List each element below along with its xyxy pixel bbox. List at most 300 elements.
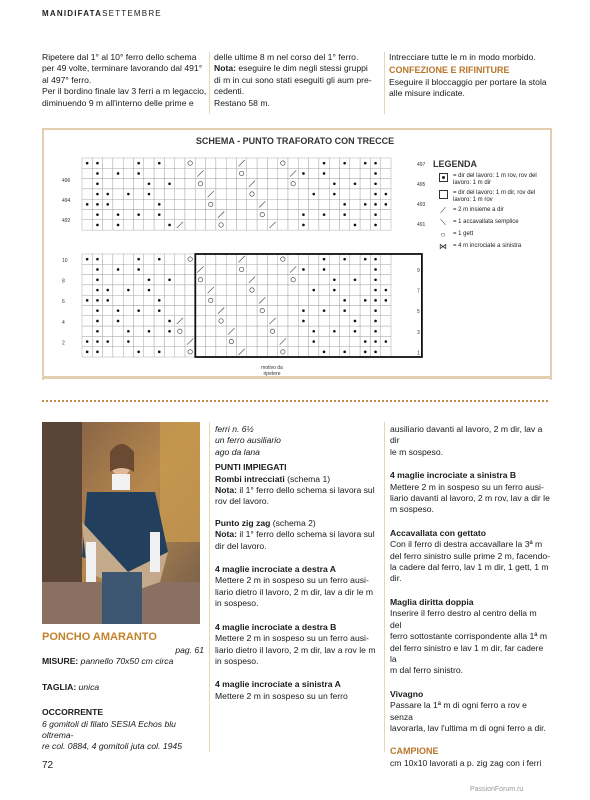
legend-text: = 1 gett bbox=[453, 230, 474, 237]
chart-cell bbox=[195, 275, 205, 285]
s3-heading: 4 maglie incrociate a sinistra A bbox=[215, 679, 341, 690]
purl-dot bbox=[374, 172, 377, 175]
chart-cell bbox=[206, 179, 216, 189]
chart-cell bbox=[309, 210, 319, 220]
chart-cell bbox=[360, 316, 370, 326]
row-label: 8 bbox=[62, 278, 65, 285]
chart-cell bbox=[267, 336, 277, 346]
purl-dot bbox=[96, 320, 99, 323]
chart-cell bbox=[381, 158, 391, 168]
chart-cell bbox=[288, 254, 298, 264]
purl-dot bbox=[343, 351, 346, 354]
purl-dot bbox=[312, 330, 315, 333]
text-line: Mettere 2 m in sospeso su un ferro ausi- bbox=[215, 575, 369, 586]
chart-cell bbox=[278, 254, 288, 264]
nota-label: Nota: bbox=[215, 485, 237, 496]
text-line: il 1° ferro dello schema si lavora sul bbox=[236, 485, 375, 496]
chart-cell bbox=[185, 220, 195, 230]
chart-cell bbox=[144, 210, 154, 220]
chart-cell bbox=[247, 347, 257, 357]
purl-dot bbox=[374, 309, 377, 312]
s7-heading: Vivagno bbox=[390, 688, 424, 699]
chart-cell bbox=[350, 254, 360, 264]
chart-cell bbox=[257, 326, 267, 336]
chart-cell bbox=[154, 168, 164, 178]
purl-dot bbox=[323, 351, 326, 354]
purl-dot bbox=[354, 330, 357, 333]
s6-heading: Maglia diritta doppia bbox=[390, 596, 474, 607]
chart-cell bbox=[350, 336, 360, 346]
purl-dot bbox=[158, 351, 161, 354]
chart-cell bbox=[123, 264, 133, 274]
chart-cell bbox=[329, 316, 339, 326]
chart-cell bbox=[267, 326, 277, 336]
chart-cell bbox=[134, 326, 144, 336]
purl-dot bbox=[374, 289, 377, 292]
chart-cell bbox=[113, 347, 123, 357]
legend-row bbox=[433, 231, 548, 241]
text-line: Per il bordino finale lav 3 ferri a m legaccio, bbox=[42, 86, 207, 97]
purl-dot bbox=[127, 340, 130, 343]
chart-cell bbox=[82, 168, 92, 178]
chart-cell bbox=[381, 220, 391, 230]
divider bbox=[209, 52, 210, 114]
chart-cell bbox=[185, 264, 195, 274]
chart-cell bbox=[350, 210, 360, 220]
chart-cell bbox=[226, 220, 236, 230]
chart-cell bbox=[123, 306, 133, 316]
purl-dot bbox=[96, 213, 99, 216]
legend-text: = dir del lavoro: 1 m dir, rov del lavoro: 1 m rov bbox=[453, 189, 536, 203]
chart-cell bbox=[350, 347, 360, 357]
row-label: 492 bbox=[62, 218, 71, 224]
chart-cell bbox=[113, 275, 123, 285]
chart-cell bbox=[144, 295, 154, 305]
chart-cell bbox=[175, 326, 185, 336]
chart-cell bbox=[257, 264, 267, 274]
chart-cell bbox=[237, 336, 247, 346]
chart-cell bbox=[381, 316, 391, 326]
chart-cell bbox=[278, 347, 288, 357]
chart-cell bbox=[144, 347, 154, 357]
zigzag-label: Punto zig zag bbox=[215, 517, 271, 528]
chart-cell bbox=[350, 295, 360, 305]
chart-cell bbox=[175, 254, 185, 264]
purl-dot bbox=[106, 193, 109, 196]
chart-cell bbox=[123, 179, 133, 189]
lower-col-2 bbox=[215, 424, 381, 702]
chart-cell bbox=[134, 285, 144, 295]
chart-cell bbox=[309, 347, 319, 357]
purl-dot bbox=[374, 193, 377, 196]
row-label: 497 bbox=[417, 162, 426, 168]
purl-dot bbox=[302, 309, 305, 312]
chart-cell bbox=[113, 179, 123, 189]
taglia-value: unica bbox=[76, 681, 100, 692]
s4-heading: 4 maglie incrociate a sinistra B bbox=[390, 470, 517, 481]
chart-cell bbox=[206, 275, 216, 285]
purl-dot bbox=[168, 320, 171, 323]
chart-cell bbox=[216, 179, 226, 189]
chart-cell bbox=[257, 316, 267, 326]
text-line: m dal ferro sinistro. bbox=[390, 665, 464, 676]
text-line: un ferro ausiliario bbox=[215, 435, 281, 446]
purl-dot bbox=[96, 203, 99, 206]
chart-cell bbox=[381, 210, 391, 220]
chart-cell bbox=[288, 275, 298, 285]
pattern-title: PONCHO AMARANTO bbox=[42, 631, 157, 643]
text-line: il 1° ferro dello schema si lavora sul bbox=[236, 529, 375, 540]
chart-cell bbox=[195, 254, 205, 264]
taglia-label: TAGLIA: bbox=[42, 681, 77, 692]
text-line: alle misure indicate. bbox=[389, 88, 465, 99]
chart-cell bbox=[360, 264, 370, 274]
purl-dot bbox=[127, 289, 130, 292]
chart-cell bbox=[164, 168, 174, 178]
chart-cell bbox=[82, 220, 92, 230]
purl-dot bbox=[117, 224, 120, 227]
row-label: 494 bbox=[62, 198, 71, 204]
chart-cell bbox=[340, 189, 350, 199]
top-col-1 bbox=[42, 52, 207, 109]
chart-cell bbox=[185, 189, 195, 199]
chart-cell bbox=[103, 220, 113, 230]
chart-cell bbox=[206, 326, 216, 336]
chart-cell bbox=[267, 189, 277, 199]
legend-text: = 2 m insieme a dir bbox=[453, 206, 504, 213]
schema-title: SCHEMA - PUNTO TRAFORATO CON TRECCE bbox=[195, 136, 395, 146]
poncho-photo bbox=[42, 422, 200, 624]
chart-cell bbox=[216, 264, 226, 274]
chart-cell bbox=[216, 199, 226, 209]
text-line: Passare la 1ª m di ogni ferro a rov e senza bbox=[390, 700, 527, 722]
chart-cell bbox=[103, 158, 113, 168]
chart-cell bbox=[267, 158, 277, 168]
chart-cell bbox=[103, 210, 113, 220]
text-line: delle ultime 8 m nel corso del 1° ferro. bbox=[214, 52, 359, 62]
text-line: Mettere 2 m in sospeso su un ferro bbox=[215, 690, 348, 701]
chart-cell bbox=[113, 326, 123, 336]
chart-cell bbox=[226, 347, 236, 357]
chart-cell bbox=[257, 158, 267, 168]
chart-cell bbox=[206, 264, 216, 274]
chart-cell bbox=[298, 254, 308, 264]
purl-dot bbox=[96, 224, 99, 227]
purl-dot bbox=[86, 203, 89, 206]
chart-cell bbox=[267, 210, 277, 220]
purl-dot bbox=[374, 224, 377, 227]
chart-cell bbox=[257, 275, 267, 285]
chart-cell bbox=[329, 168, 339, 178]
purl-dot bbox=[354, 182, 357, 185]
purl-dot bbox=[333, 182, 336, 185]
top-col-2 bbox=[214, 52, 382, 109]
purl-dot bbox=[96, 258, 99, 261]
chart-cell bbox=[247, 264, 257, 274]
chart-cell bbox=[123, 158, 133, 168]
purl-dot bbox=[333, 289, 336, 292]
row-label: 5 bbox=[417, 309, 420, 316]
purl-dot bbox=[374, 182, 377, 185]
chart-cell bbox=[123, 210, 133, 220]
chart-cell bbox=[278, 316, 288, 326]
purl-dot bbox=[343, 203, 346, 206]
chart-cell bbox=[123, 220, 133, 230]
chart-cell bbox=[237, 295, 247, 305]
chart-cell bbox=[206, 316, 216, 326]
section-divider bbox=[42, 400, 548, 402]
purl-dot bbox=[137, 351, 140, 354]
chart-cell bbox=[319, 285, 329, 295]
chart-cell bbox=[82, 326, 92, 336]
chart-cell bbox=[154, 285, 164, 295]
chart-cell bbox=[381, 275, 391, 285]
yo-icon: ○ bbox=[440, 229, 446, 239]
chart-cell bbox=[278, 295, 288, 305]
chart-cell bbox=[185, 316, 195, 326]
chart-cell bbox=[185, 254, 195, 264]
chart-cell bbox=[206, 306, 216, 316]
brand-part1: MANIDIFATA bbox=[42, 9, 103, 18]
purl-dot bbox=[364, 203, 367, 206]
purl-dot bbox=[168, 330, 171, 333]
chart-cell bbox=[329, 210, 339, 220]
chart-cell bbox=[247, 220, 257, 230]
chart-cell bbox=[226, 306, 236, 316]
chart-cell bbox=[216, 168, 226, 178]
skp-icon: ⟍ bbox=[440, 217, 446, 227]
chart-cell bbox=[278, 179, 288, 189]
chart-cell bbox=[123, 316, 133, 326]
chart-cell bbox=[185, 179, 195, 189]
purl-dot bbox=[302, 268, 305, 271]
purl-dot bbox=[158, 203, 161, 206]
chart-cell bbox=[103, 347, 113, 357]
chart-cell bbox=[226, 295, 236, 305]
chart-cell bbox=[195, 210, 205, 220]
purl-dot bbox=[137, 162, 140, 165]
chart-cell bbox=[216, 275, 226, 285]
chart-cell bbox=[247, 210, 257, 220]
chart-cell bbox=[164, 210, 174, 220]
purl-dot bbox=[117, 320, 120, 323]
legend-text: = 4 m incrociate a sinistra bbox=[453, 242, 522, 249]
chart-cell bbox=[267, 275, 277, 285]
chart-cell bbox=[350, 306, 360, 316]
chart-cell bbox=[267, 168, 277, 178]
chart-cell bbox=[216, 220, 226, 230]
text-line: Mettere 2 m in sospeso su un ferro ausi- bbox=[390, 481, 544, 492]
chart-cell bbox=[134, 220, 144, 230]
chart-cell bbox=[185, 168, 195, 178]
purl-dot bbox=[323, 172, 326, 175]
chart-cell bbox=[195, 295, 205, 305]
row-label: 3 bbox=[417, 329, 420, 336]
chart-cell bbox=[360, 306, 370, 316]
text-line: del ferro sinistro e lav 1 m dir, far cadere la bbox=[390, 642, 544, 664]
rombi-text: (schema 1) bbox=[284, 473, 331, 484]
chart-cell bbox=[175, 275, 185, 285]
chart-cell bbox=[340, 326, 350, 336]
chart-cell bbox=[134, 199, 144, 209]
purl-dot bbox=[374, 162, 377, 165]
chart-cell bbox=[144, 336, 154, 346]
chart-cell bbox=[185, 295, 195, 305]
purl-dot bbox=[374, 278, 377, 281]
chart-cell bbox=[340, 336, 350, 346]
purl-dot bbox=[96, 330, 99, 333]
chart-cell bbox=[216, 336, 226, 346]
purl-dot bbox=[137, 258, 140, 261]
text-line: cm 10x10 lavorati a p. zig zag con i ferri bbox=[390, 757, 542, 768]
chart-cell bbox=[257, 336, 267, 346]
chart-cell bbox=[226, 316, 236, 326]
chart-cell bbox=[360, 168, 370, 178]
chart-cell bbox=[247, 295, 257, 305]
text-line: liario dietro il lavoro, 2 m dir, lav a rov le m bbox=[215, 644, 376, 655]
chart-cell bbox=[360, 220, 370, 230]
purl-dot bbox=[148, 330, 151, 333]
chart-cell bbox=[288, 306, 298, 316]
chart-cell bbox=[309, 168, 319, 178]
row-label: 7 bbox=[417, 288, 420, 295]
purl-dot bbox=[343, 213, 346, 216]
text-line: per 49 volte, terminare lavorando dal 491° bbox=[42, 63, 203, 74]
chart-cell bbox=[237, 316, 247, 326]
chart-cell bbox=[257, 285, 267, 295]
chart-cell bbox=[82, 285, 92, 295]
chart-cell bbox=[195, 336, 205, 346]
chart-cell bbox=[267, 199, 277, 209]
divider bbox=[209, 422, 210, 752]
chart-cell bbox=[195, 285, 205, 295]
chart-cell bbox=[216, 347, 226, 357]
chart-cell bbox=[82, 264, 92, 274]
text-line: in sospeso. bbox=[215, 655, 259, 666]
purl-dot bbox=[96, 278, 99, 281]
purl-dot bbox=[374, 299, 377, 302]
poncho-info bbox=[42, 645, 204, 753]
purl-dot bbox=[168, 278, 171, 281]
legend-text: = 1 accavallata semplice bbox=[453, 218, 519, 225]
chart-cell bbox=[340, 220, 350, 230]
purl-dot bbox=[96, 268, 99, 271]
lower-col-3 bbox=[390, 424, 550, 769]
row-label: 4 bbox=[62, 319, 65, 326]
chart-cell bbox=[226, 275, 236, 285]
chart-cell bbox=[329, 306, 339, 316]
chart-cell bbox=[164, 295, 174, 305]
chart-cell bbox=[113, 199, 123, 209]
chart-cell bbox=[288, 210, 298, 220]
purl-dot bbox=[374, 258, 377, 261]
chart-cell bbox=[134, 316, 144, 326]
chart-cell bbox=[309, 264, 319, 274]
text-line: liario davanti al lavoro, 2 m rov, lav a dir le bbox=[390, 493, 550, 504]
confezione-heading: CONFEZIONE E RIFINITURE bbox=[389, 65, 510, 76]
chart-cell bbox=[175, 199, 185, 209]
chart-cell bbox=[103, 179, 113, 189]
chart-cell bbox=[82, 210, 92, 220]
chart-cell bbox=[175, 189, 185, 199]
s5-heading: Accavallata con gettato bbox=[390, 527, 486, 538]
purl-dot bbox=[323, 268, 326, 271]
chart-cell bbox=[154, 179, 164, 189]
chart-cell bbox=[175, 306, 185, 316]
k2tog-icon: ⟋ bbox=[440, 205, 446, 215]
chart-cell bbox=[226, 179, 236, 189]
chart-cell bbox=[319, 295, 329, 305]
chart-cell bbox=[350, 199, 360, 209]
purl-dot bbox=[158, 299, 161, 302]
chart-cell bbox=[278, 210, 288, 220]
chart-cell bbox=[144, 316, 154, 326]
chart-cell bbox=[175, 285, 185, 295]
chart-cell bbox=[257, 189, 267, 199]
chart-cell bbox=[113, 285, 123, 295]
chart-cell bbox=[278, 285, 288, 295]
chart-cell bbox=[237, 179, 247, 189]
text-line: ausiliario davanti al lavoro, 2 m dir, lav a dir bbox=[390, 424, 543, 446]
chart-cell bbox=[309, 254, 319, 264]
chart-cell bbox=[319, 199, 329, 209]
chart-cell bbox=[360, 189, 370, 199]
chart-cell bbox=[329, 264, 339, 274]
purl-dot bbox=[96, 351, 99, 354]
purl-dot bbox=[302, 320, 305, 323]
purl-dot bbox=[127, 193, 130, 196]
text-line: Mettere 2 m in sospeso su un ferro ausi- bbox=[215, 633, 369, 644]
chart-cell bbox=[175, 210, 185, 220]
chart-cell bbox=[175, 168, 185, 178]
purl-dot bbox=[374, 351, 377, 354]
text-line: ferri n. 6½ bbox=[215, 424, 254, 434]
purl-dot bbox=[364, 340, 367, 343]
chart-cell bbox=[175, 264, 185, 274]
chart-cell bbox=[288, 295, 298, 305]
chart-cell bbox=[226, 264, 236, 274]
purl-dot bbox=[385, 193, 388, 196]
chart-cell bbox=[288, 326, 298, 336]
chart-cell bbox=[164, 306, 174, 316]
purl-dot bbox=[148, 182, 151, 185]
purl-dot bbox=[148, 289, 151, 292]
chart-cell bbox=[237, 189, 247, 199]
chart-cell bbox=[113, 295, 123, 305]
misure-value: pannello 70x50 cm circa bbox=[78, 656, 174, 667]
chart-cell bbox=[381, 179, 391, 189]
purl-dot bbox=[364, 299, 367, 302]
text-line: Con il ferro di destra accavallare la 3ª m bbox=[390, 539, 543, 550]
chart-cell bbox=[288, 189, 298, 199]
chart-cell bbox=[298, 295, 308, 305]
chart-cell bbox=[309, 179, 319, 189]
chart-cell bbox=[144, 158, 154, 168]
purl-dot bbox=[374, 340, 377, 343]
chart-cell bbox=[195, 179, 205, 189]
text-line: in sospeso. bbox=[215, 598, 259, 609]
chart-cell bbox=[257, 306, 267, 316]
chart-cell bbox=[309, 275, 319, 285]
chart-cell bbox=[144, 199, 154, 209]
chart-cell bbox=[226, 254, 236, 264]
chart-cell bbox=[288, 179, 298, 189]
chart-cell bbox=[154, 326, 164, 336]
rombi-label: Rombi intrecciati bbox=[215, 473, 285, 484]
purl-dot bbox=[343, 258, 346, 261]
purl-dot bbox=[374, 213, 377, 216]
chart-cell bbox=[340, 285, 350, 295]
